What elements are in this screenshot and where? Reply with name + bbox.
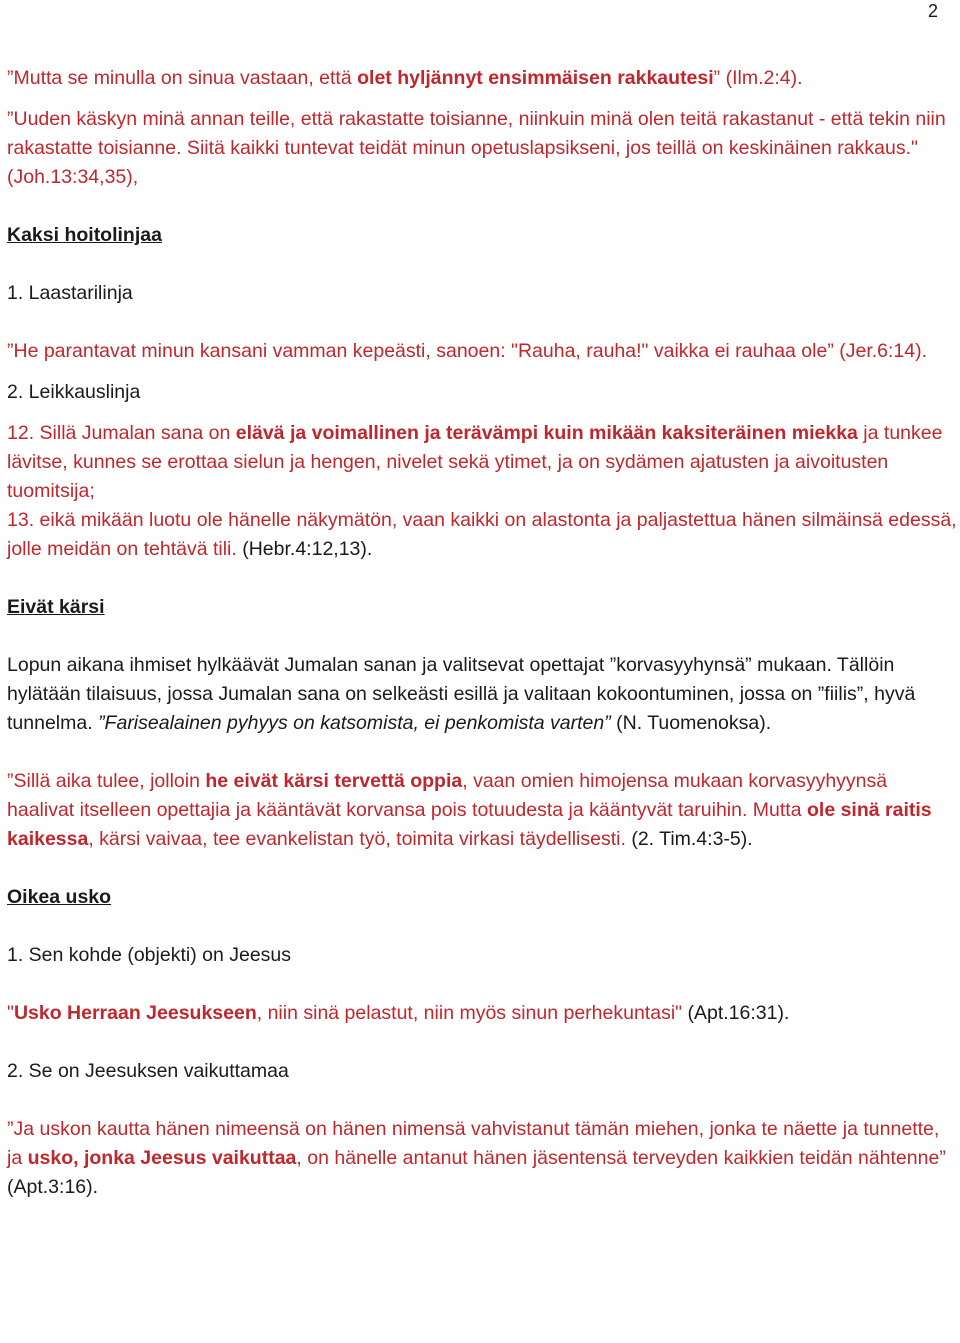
quote-emphasis: usko, jonka Jeesus vaikuttaa: [27, 1147, 297, 1169]
quote-2-tim-4-3: [7, 767, 959, 854]
quote-ilm-2-4: [7, 64, 959, 93]
quote-text: ja tunkee lävitse, kunnes se erottaa sielun ja hengen, nivelet sekä ytimet, ja on sydämen ajatusten ja aivoitusten tuomitsija;: [7, 422, 943, 502]
quote-emphasis: Usko Herraan Jeesukseen: [13, 1002, 257, 1024]
quote-text: , on hänelle antanut hänen jäsentensä terveyden kaikkien teidän nähtenne”: [296, 1147, 946, 1169]
paragraph-lopun-aikana: [7, 651, 959, 738]
heading-eivat-karsi: Eivät kärsi: [7, 596, 105, 618]
list-item-sen-kohde: 1. Sen kohde (objekti) on Jeesus: [7, 944, 292, 966]
quote-reference: (Hebr.4:12,13).: [236, 538, 373, 560]
list-item-jeesuksen-vaikuttamaa: 2. Se on Jeesuksen vaikuttamaa: [7, 1060, 289, 1082]
quote-text: ”Uuden käskyn minä annan teille, että rakastatte toisianne, niinkuin minä olen teitä rakastanut - että tekin niin rakastatte toisianne. Siitä kaikki tuntevat teidät minun opetuslapsikseni, jos teillä on keskinäinen rakkaus." (Joh.13:34,35),: [7, 108, 946, 188]
quote-emphasis: he eivät kärsi tervettä oppia: [205, 770, 463, 792]
quote-hebr-4-13: [7, 506, 959, 564]
quote-text: , vaan omien himojensa mukaan korvasyyhyynsä haalivat itselleen opettajia ja kääntävät korvansa pois totuudesta ja kääntyvät taruihin. Mutta: [7, 770, 888, 821]
list-item-leikkauslinja: 2. Leikkauslinja: [7, 381, 141, 403]
quote-text: ”Sillä aika tulee, jolloin: [7, 770, 206, 792]
quote-emphasis: ole sinä raitis kaikessa: [7, 799, 932, 850]
quote-text: , niin sinä pelastut, niin myös sinun perhekuntasi": [256, 1002, 683, 1024]
quote-joh-13-34: [7, 105, 959, 192]
quote-text: ”Ja uskon kautta hänen nimeensä on hänen nimensä vahvistanut tämän miehen, jonka te näette ja tunnette, ja: [7, 1118, 940, 1169]
quote-text: ": [7, 1002, 14, 1024]
quote-emphasis: olet hyljännyt ensimmäisen rakkautesi: [357, 67, 714, 89]
list-item-laastarilinja: 1. Laastarilinja: [7, 282, 133, 304]
quote-reference: (N. Tuomenoksa).: [610, 712, 772, 734]
quote-jer-6-14: [7, 337, 959, 366]
quote-hebr-4-12: [7, 419, 959, 506]
quote-emphasis: elävä ja voimallinen ja terävämpi kuin mikään kaksiteräinen miekka: [235, 422, 858, 444]
quote-text: ”He parantavat minun kansani vamman kepeästi, sanoen: "Rauha, rauha!" vaikka ei rauhaa ole” (Jer.6:14).: [7, 340, 928, 362]
heading-kaksi-hoitolinjaa: Kaksi hoitolinjaa: [7, 224, 162, 246]
quote-text: 12. Sillä Jumalan sana on: [7, 422, 236, 444]
heading-oikea-usko: Oikea usko: [7, 886, 112, 908]
quote-italic: ”Farisealainen pyhyys on katsomista, ei penkomista varten”: [98, 712, 611, 734]
page-number: 2: [927, 1, 938, 21]
quote-text: , kärsi vaivaa, tee evankelistan työ, toimita virkasi täydellisesti.: [88, 828, 626, 850]
document-body: [7, 64, 959, 1202]
quote-text: ”Mutta se minulla on sinua vastaan, että: [7, 67, 358, 89]
quote-reference: (Apt.16:31).: [682, 1002, 790, 1024]
quote-reference: (Apt.3:16).: [7, 1176, 99, 1198]
paragraph-text: Lopun aikana ihmiset hylkäävät Jumalan sanan ja valitsevat opettajat ”korvasyyhynsä” mukaan. Tällöin hylätään tilaisuus, jossa Jumalan sana on selkeästi esillä ja valitaan kokoontuminen, jossa on ”fiilis”, hyvä tunnelma.: [7, 654, 916, 734]
quote-apt-16-31: [7, 999, 959, 1028]
quote-text: 13. eikä mikään luotu ole hänelle näkymätön, vaan kaikki on alastonta ja paljastettua hänen silmäinsä edessä, jolle meidän on tehtävä tili.: [7, 509, 957, 560]
quote-reference: (2. Tim.4:3-5).: [625, 828, 753, 850]
quote-apt-3-16: [7, 1115, 959, 1202]
quote-reference: ” (Ilm.2:4).: [713, 67, 803, 89]
